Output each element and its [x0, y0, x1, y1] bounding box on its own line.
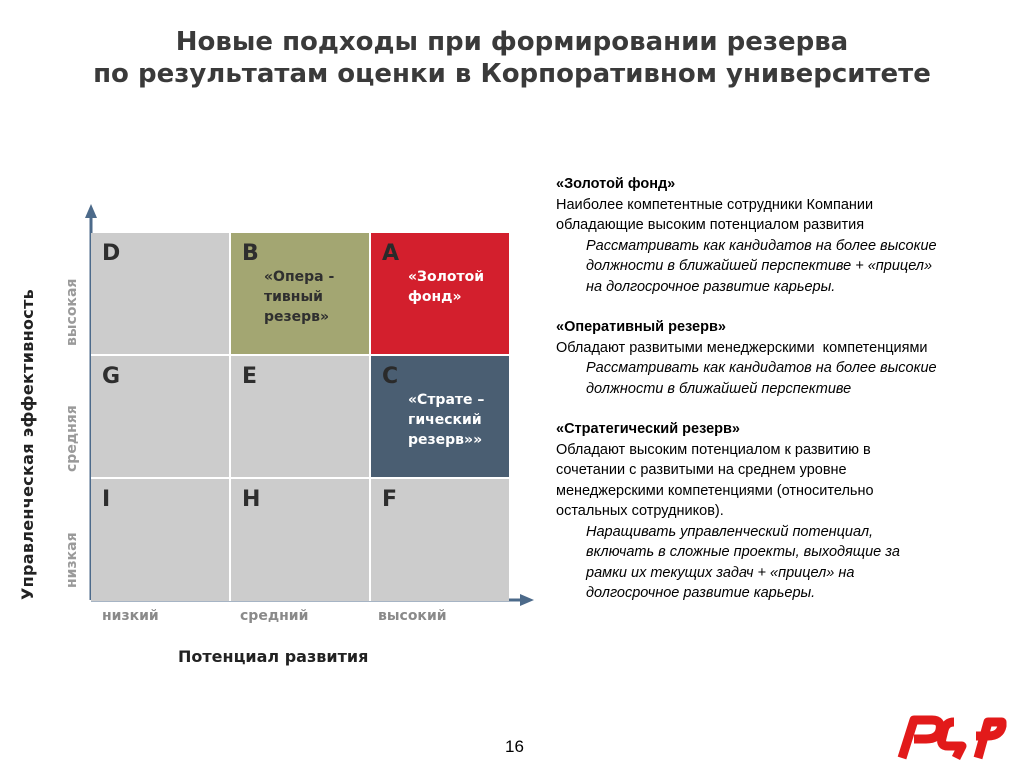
title-line-2: по результатам оценки в Корпоративном университете — [93, 59, 931, 89]
section-recommendation: Рассматривать как кандидатов на более высокие — [586, 360, 937, 376]
golden-fund-section — [556, 174, 1006, 297]
section-text: сочетании с развитыми на среднем уровне — [556, 462, 847, 478]
matrix-cell-d — [91, 233, 229, 354]
cell-label-golden — [408, 267, 484, 307]
x-level-low: низкий — [102, 608, 159, 624]
section-recommendation: должности в ближайшей перспективе — [586, 380, 852, 397]
cell-label-line: резерв»» — [408, 432, 483, 448]
description-panel — [556, 174, 1006, 604]
cell-label-line: фонд» — [408, 289, 462, 305]
cell-letter: G — [102, 364, 121, 389]
cell-letter: A — [382, 241, 400, 266]
title-line-1: Новые подходы при формировании резерва — [175, 27, 849, 57]
section-recommendation: долгосрочное развитие карьеры. — [586, 585, 816, 601]
matrix-cell-g — [91, 356, 229, 477]
cell-letter: H — [242, 487, 261, 512]
matrix-cell-b — [231, 233, 369, 354]
operative-reserve-section — [556, 317, 1006, 399]
cell-letter: D — [102, 241, 121, 266]
matrix-cell-h — [231, 479, 369, 601]
cell-label-line: резерв» — [264, 309, 330, 325]
section-text: менеджерскими компетенциями (относительно — [556, 482, 874, 499]
y-level-low: низкая — [64, 532, 80, 588]
y-axis-label: Управленческая эффективность — [18, 288, 37, 600]
cell-letter: E — [242, 364, 258, 389]
section-text: Обладают развитыми менеджерскими компетенциями — [556, 339, 928, 356]
section-text: Обладают высоким потенциалом к развитию в — [556, 441, 871, 458]
section-recommendation: должности в ближайшей перспективе + «прицел» — [586, 258, 933, 274]
section-heading: «Оперативный резерв» — [556, 319, 726, 335]
section-heading: «Золотой фонд» — [556, 176, 676, 192]
cell-label-line: тивный — [264, 289, 323, 305]
section-recommendation: Рассматривать как кандидатов на более высокие — [586, 237, 937, 254]
cell-letter: C — [382, 364, 399, 389]
matrix-cell-a — [371, 233, 509, 354]
matrix-cell-c — [371, 356, 509, 477]
section-text: остальных сотрудников). — [556, 503, 724, 519]
cell-label-strategic — [408, 390, 484, 450]
section-heading: «Стратегический резерв» — [556, 421, 740, 437]
matrix-cell-f — [371, 479, 509, 601]
y-level-high: высокая — [64, 278, 80, 346]
cell-letter: F — [382, 487, 398, 512]
cell-label-operative — [264, 267, 334, 327]
section-text: Наиболее компетентные сотрудники Компании — [556, 196, 874, 213]
cell-letter: B — [242, 241, 259, 266]
cell-label-line: «Опера - — [264, 269, 335, 285]
matrix-cell-e — [231, 356, 369, 477]
strategic-reserve-section — [556, 419, 1006, 604]
reserve-matrix — [91, 233, 507, 601]
rzd-logo-icon — [892, 706, 1016, 762]
cell-label-line: «Золотой — [408, 269, 485, 285]
section-text: обладающие высоким потенциалом развития — [556, 217, 865, 233]
cell-label-line: «Страте – — [408, 392, 485, 408]
section-recommendation: Наращивать управленческий потенциал, — [586, 523, 874, 540]
section-recommendation: рамки их текущих задач + «прицел» на — [586, 564, 855, 581]
cell-label-line: гический — [408, 412, 482, 428]
x-level-high: высокий — [378, 608, 447, 624]
matrix-cell-i — [91, 479, 229, 601]
y-level-mid: средняя — [64, 405, 80, 472]
page-number: 16 — [505, 737, 524, 756]
cell-letter: I — [102, 487, 111, 512]
x-axis-label: Потенциал развития — [178, 647, 369, 666]
section-recommendation: на долгосрочное развитие карьеры. — [586, 278, 836, 295]
x-level-mid: средний — [240, 608, 309, 624]
section-recommendation: включать в сложные проекты, выходящие за — [586, 544, 900, 560]
